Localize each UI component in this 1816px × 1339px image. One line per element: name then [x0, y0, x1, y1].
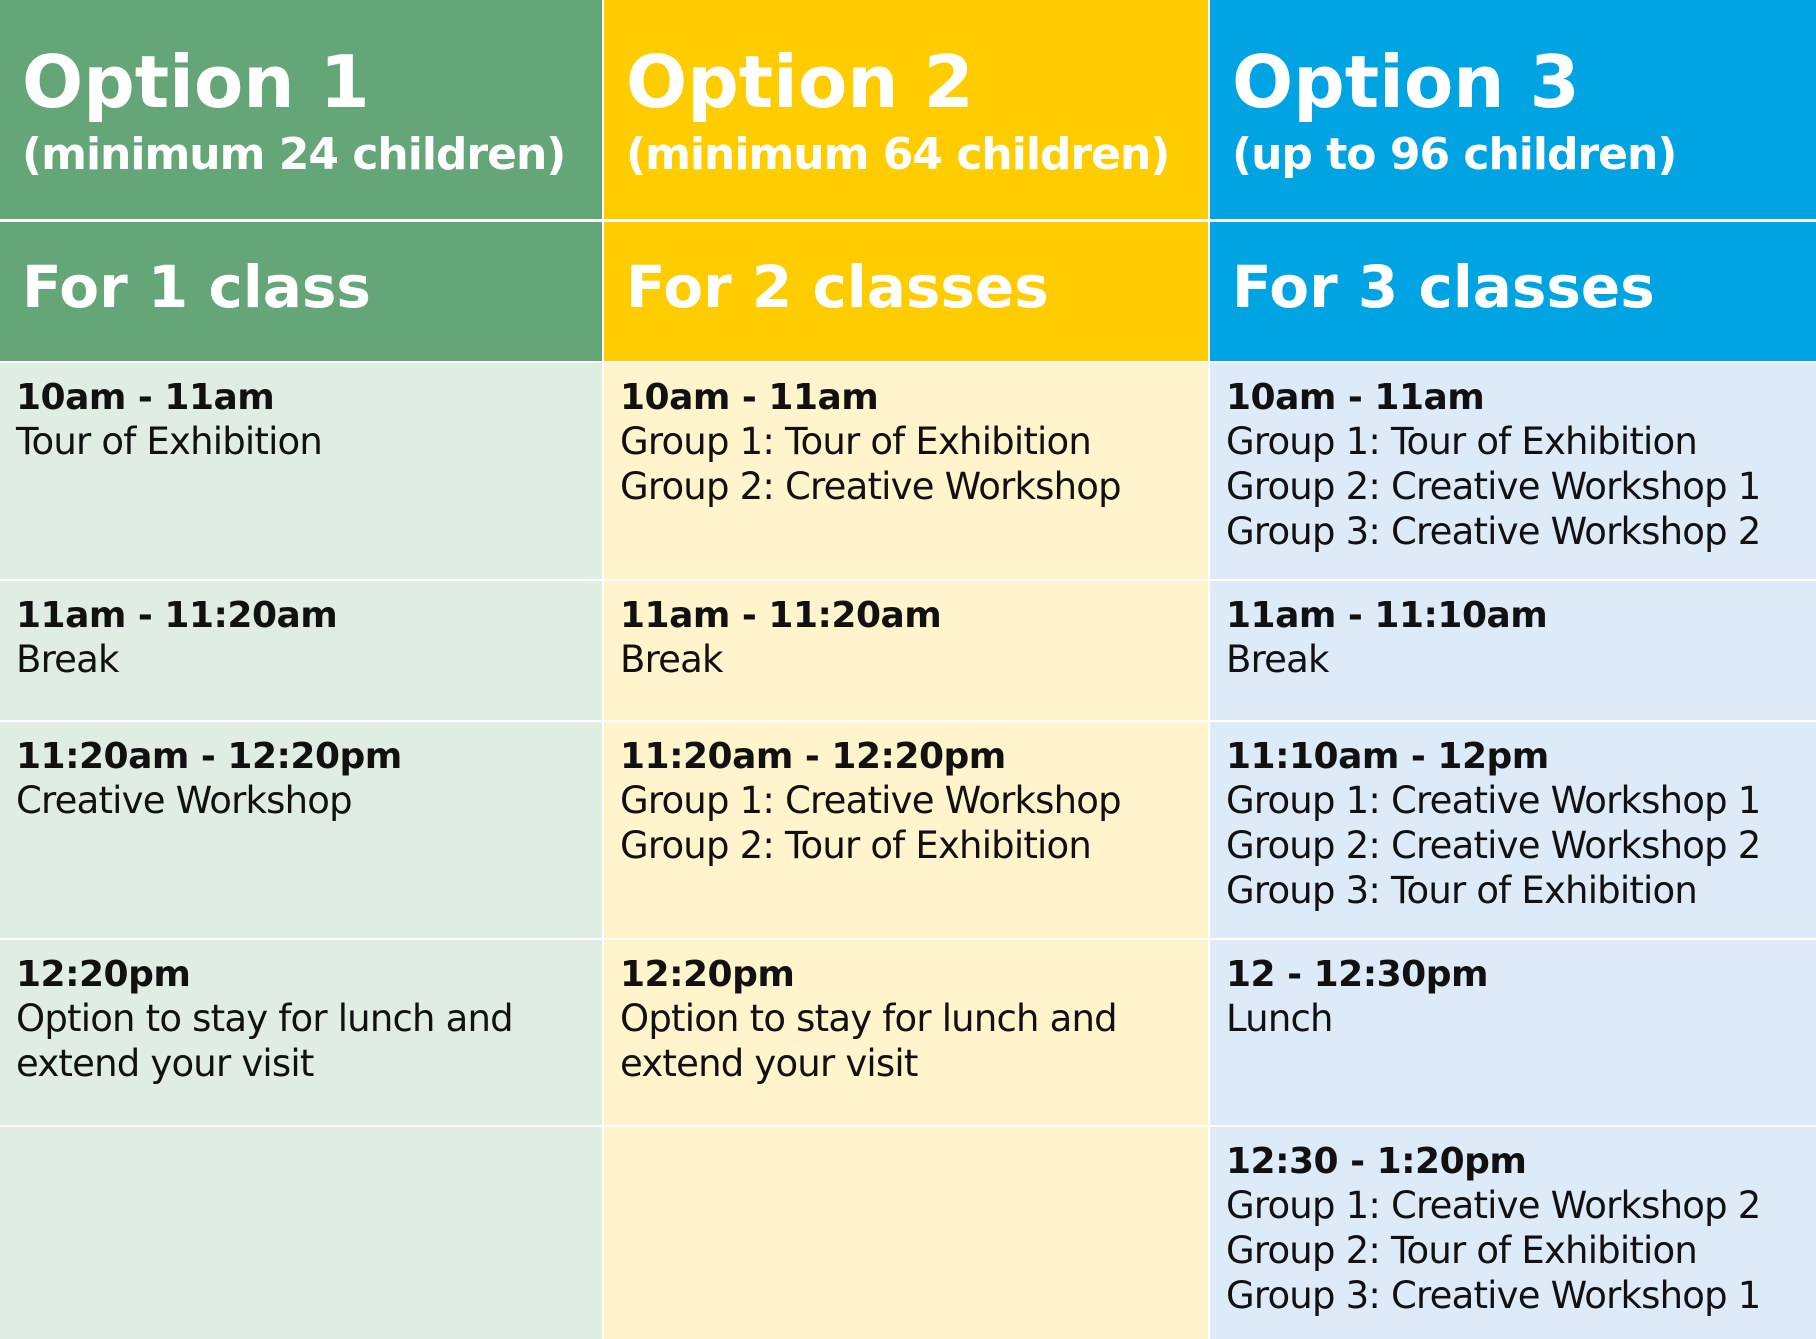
slot-time: 12:20pm	[16, 954, 191, 995]
slot-line: Group 3: Tour of Exhibition	[1226, 869, 1698, 912]
slot-line: Group 2: Creative Workshop 2	[1226, 824, 1761, 867]
option-2-header	[604, 0, 1210, 222]
slot-line: Option to stay for lunch and	[16, 997, 513, 1040]
slot-content	[620, 377, 1200, 509]
slot-line: Group 2: Tour of Exhibition	[620, 824, 1092, 867]
slot-line: Creative Workshop	[16, 779, 352, 822]
option-3-slot-4	[1210, 940, 1816, 1127]
slot-time: 12:30 - 1:20pm	[1226, 1141, 1527, 1182]
option-3-slot-2	[1210, 581, 1816, 722]
slot-time: 10am - 11am	[16, 377, 275, 418]
class-count-label: For 3 classes	[1232, 253, 1655, 321]
option-subtitle: (minimum 24 children)	[22, 129, 566, 180]
slot-line: Group 1: Tour of Exhibition	[1226, 420, 1698, 463]
slot-time: 11:20am - 12:20pm	[620, 736, 1006, 777]
slot-line: Group 1: Creative Workshop 1	[1226, 779, 1761, 822]
slot-content	[1226, 595, 1808, 682]
option-2-slot-2	[604, 581, 1210, 722]
slot-content	[16, 736, 594, 823]
slot-line: Group 1: Tour of Exhibition	[620, 420, 1092, 463]
slot-content	[1226, 954, 1808, 1041]
option-3-slot-3	[1210, 722, 1816, 940]
slot-content	[16, 595, 594, 682]
slot-line: Group 3: Creative Workshop 1	[1226, 1274, 1761, 1317]
slot-line: Group 2: Creative Workshop	[620, 465, 1121, 508]
slot-content	[1226, 377, 1808, 554]
slot-line: Group 2: Tour of Exhibition	[1226, 1229, 1698, 1272]
slot-line: Group 2: Creative Workshop 1	[1226, 465, 1761, 508]
slot-content	[620, 736, 1200, 868]
class-count-label: For 1 class	[22, 253, 371, 321]
option-2-class-count	[604, 222, 1210, 363]
slot-time: 10am - 11am	[620, 377, 879, 418]
slot-content	[1226, 736, 1808, 913]
slot-time: 11am - 11:20am	[16, 595, 338, 636]
slot-line: Group 1: Creative Workshop	[620, 779, 1121, 822]
slot-line: Break	[620, 638, 723, 681]
slot-time: 11:20am - 12:20pm	[16, 736, 402, 777]
option-3-header	[1210, 0, 1816, 222]
slot-line: Option to stay for lunch and	[620, 997, 1117, 1040]
slot-time: 11am - 11:10am	[1226, 595, 1548, 636]
option-1-slot-3	[0, 722, 604, 940]
class-count-label: For 2 classes	[626, 253, 1049, 321]
slot-line: Lunch	[1226, 997, 1333, 1040]
option-3-class-count	[1210, 222, 1816, 363]
slot-content	[1226, 1141, 1808, 1318]
option-title: Option 3	[1232, 40, 1580, 124]
slot-time: 11am - 11:20am	[620, 595, 942, 636]
slot-line: Break	[1226, 638, 1329, 681]
option-1-class-count	[0, 222, 604, 363]
slot-time: 11:10am - 12pm	[1226, 736, 1549, 777]
slot-line: Group 1: Creative Workshop 2	[1226, 1184, 1761, 1227]
slot-line: extend your visit	[16, 1042, 314, 1085]
slot-content	[16, 377, 594, 464]
option-1-header	[0, 0, 604, 222]
slot-content	[620, 954, 1200, 1086]
slot-line: Break	[16, 638, 119, 681]
option-1-slot-2	[0, 581, 604, 722]
option-2-slot-4	[604, 940, 1210, 1127]
option-2-slot-3	[604, 722, 1210, 940]
slot-line: extend your visit	[620, 1042, 918, 1085]
slot-line: Tour of Exhibition	[16, 420, 323, 463]
option-3-slot-5	[1210, 1127, 1816, 1339]
option-3-slot-1	[1210, 363, 1816, 581]
option-1-empty-slot	[0, 1127, 604, 1339]
slot-time: 12:20pm	[620, 954, 795, 995]
slot-content	[620, 595, 1200, 682]
slot-time: 10am - 11am	[1226, 377, 1485, 418]
option-2-empty-slot	[604, 1127, 1210, 1339]
option-1-slot-1	[0, 363, 604, 581]
slot-time: 12 - 12:30pm	[1226, 954, 1488, 995]
option-title: Option 1	[22, 40, 370, 124]
option-title: Option 2	[626, 40, 974, 124]
option-2-slot-1	[604, 363, 1210, 581]
slot-content	[16, 954, 594, 1086]
option-1-slot-4	[0, 940, 604, 1127]
option-subtitle: (up to 96 children)	[1232, 129, 1677, 180]
option-subtitle: (minimum 64 children)	[626, 129, 1170, 180]
slot-line: Group 3: Creative Workshop 2	[1226, 510, 1761, 553]
